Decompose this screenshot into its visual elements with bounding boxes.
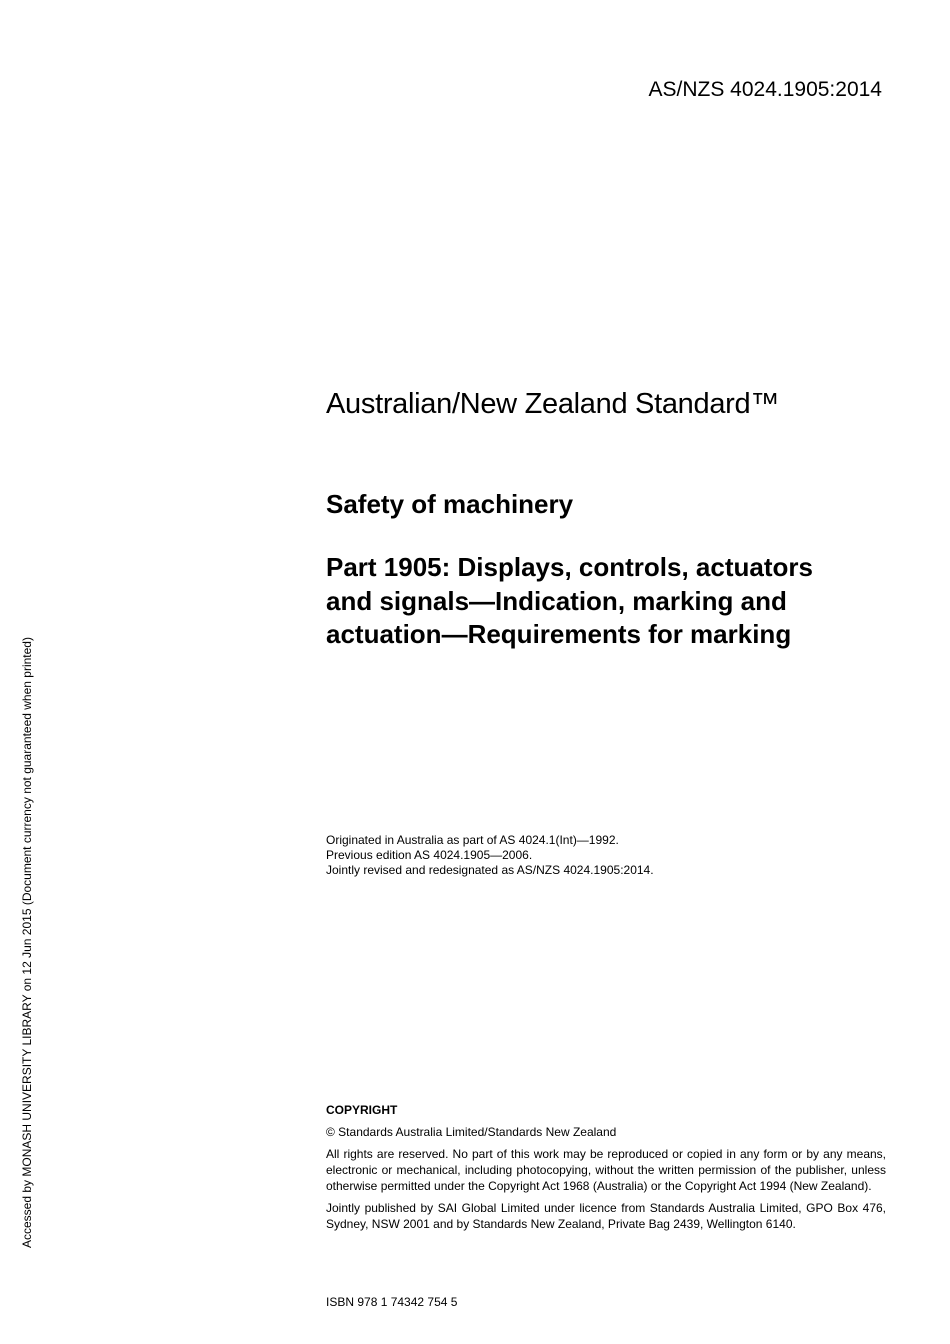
edition-history	[326, 833, 654, 878]
part-title	[326, 551, 906, 652]
history-line: Jointly revised and redesignated as AS/NZS 4024.1905:2014.	[326, 863, 654, 877]
part-title-line: Part 1905: Displays, controls, actuators	[326, 552, 813, 582]
standard-type-heading: Australian/New Zealand Standard™	[326, 388, 780, 420]
part-title-line: actuation—Requirements for marking	[326, 619, 792, 649]
main-title: Safety of machinery	[326, 489, 574, 519]
isbn-number: ISBN 978 1 74342 754 5	[326, 1295, 458, 1309]
part-title-line: and signals—Indication, marking and	[326, 585, 787, 616]
history-line: Originated in Australia as part of AS 4024.1(Int)—1992.	[326, 833, 619, 847]
rights-paragraph: All rights are reserved. No part of this work may be reproduced or copied in any form or by any means, electronic or mechanical, including photocopying, without the written permission of the publisher, unless otherwise permitted under the Copyright Act 1968 (Australia) or the Copyright Act 1994 (New Zealand).	[326, 1147, 886, 1193]
access-watermark-note: Accessed by MONASH UNIVERSITY LIBRARY on 12 Jun 2015 (Document currency not guaranteed when printed)	[20, 637, 34, 1248]
copyright-heading: COPYRIGHT	[326, 1103, 398, 1117]
history-line: Previous edition AS 4024.1905—2006.	[326, 848, 533, 862]
copyright-block	[326, 1102, 886, 1238]
document-number: AS/NZS 4024.1905:2014	[648, 78, 882, 101]
copyright-owner: © Standards Australia Limited/Standards New Zealand	[326, 1125, 617, 1139]
publisher-paragraph: Jointly published by SAI Global Limited under licence from Standards Australia Limited, GPO Box 476, Sydney, NSW 2001 and by Standards New Zealand, Private Bag 2439, Wellington 6140.	[326, 1201, 886, 1231]
